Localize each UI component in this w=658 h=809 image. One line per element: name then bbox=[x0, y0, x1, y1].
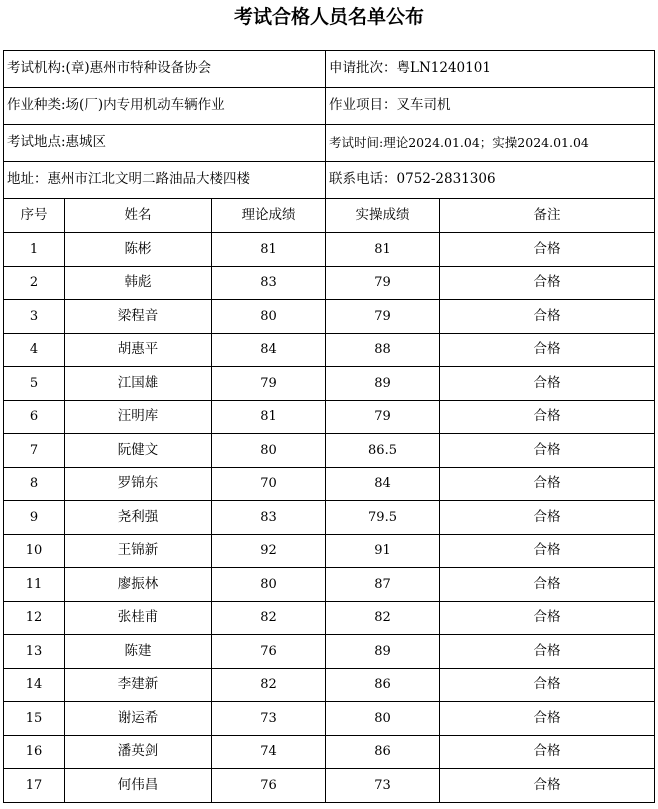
theory-score: 80 bbox=[212, 568, 326, 602]
table-row bbox=[4, 367, 655, 401]
theory-score: 92 bbox=[212, 534, 326, 568]
theory-score: 80 bbox=[212, 434, 326, 468]
row-number: 11 bbox=[4, 568, 65, 602]
row-number: 12 bbox=[4, 601, 65, 635]
table-header-row bbox=[4, 199, 655, 233]
remark: 合格 bbox=[440, 400, 655, 434]
application-batch: 申请批次：粤LN1240101 bbox=[326, 51, 655, 88]
practice-score: 89 bbox=[326, 635, 440, 669]
row-number: 2 bbox=[4, 266, 65, 300]
candidate-name: 阮健文 bbox=[65, 434, 212, 468]
column-header-theory: 理论成绩 bbox=[212, 199, 326, 233]
remark: 合格 bbox=[440, 769, 655, 803]
column-header-remark: 备注 bbox=[440, 199, 655, 233]
practice-score: 79 bbox=[326, 300, 440, 334]
row-number: 7 bbox=[4, 434, 65, 468]
theory-score: 81 bbox=[212, 233, 326, 267]
row-number: 15 bbox=[4, 702, 65, 736]
table-row bbox=[4, 534, 655, 568]
row-number: 6 bbox=[4, 400, 65, 434]
info-row bbox=[4, 88, 655, 125]
remark: 合格 bbox=[440, 635, 655, 669]
info-row bbox=[4, 125, 655, 162]
theory-score: 70 bbox=[212, 467, 326, 501]
candidate-name: 李建新 bbox=[65, 668, 212, 702]
table-row bbox=[4, 333, 655, 367]
table-row bbox=[4, 568, 655, 602]
table-row bbox=[4, 501, 655, 535]
theory-score: 74 bbox=[212, 735, 326, 769]
candidate-name: 潘英剑 bbox=[65, 735, 212, 769]
candidate-name: 韩彪 bbox=[65, 266, 212, 300]
row-number: 14 bbox=[4, 668, 65, 702]
candidate-name: 尧利强 bbox=[65, 501, 212, 535]
practice-score: 88 bbox=[326, 333, 440, 367]
table-row bbox=[4, 233, 655, 267]
table-row bbox=[4, 702, 655, 736]
remark: 合格 bbox=[440, 333, 655, 367]
practice-score: 81 bbox=[326, 233, 440, 267]
candidate-name: 江国雄 bbox=[65, 367, 212, 401]
practice-score: 87 bbox=[326, 568, 440, 602]
practice-score: 89 bbox=[326, 367, 440, 401]
remark: 合格 bbox=[440, 467, 655, 501]
practice-score: 79.5 bbox=[326, 501, 440, 535]
practice-score: 79 bbox=[326, 400, 440, 434]
row-number: 9 bbox=[4, 501, 65, 535]
remark: 合格 bbox=[440, 300, 655, 334]
practice-score: 91 bbox=[326, 534, 440, 568]
info-row bbox=[4, 51, 655, 88]
column-header-practice: 实操成绩 bbox=[326, 199, 440, 233]
contact-phone: 联系电话：0752-2831306 bbox=[326, 162, 655, 199]
candidate-name: 罗锦东 bbox=[65, 467, 212, 501]
row-number: 16 bbox=[4, 735, 65, 769]
remark: 合格 bbox=[440, 367, 655, 401]
table-row bbox=[4, 635, 655, 669]
candidate-name: 汪明库 bbox=[65, 400, 212, 434]
practice-score: 79 bbox=[326, 266, 440, 300]
candidate-name: 梁程音 bbox=[65, 300, 212, 334]
table-row bbox=[4, 434, 655, 468]
candidate-name: 廖振林 bbox=[65, 568, 212, 602]
row-number: 4 bbox=[4, 333, 65, 367]
theory-score: 76 bbox=[212, 769, 326, 803]
remark: 合格 bbox=[440, 735, 655, 769]
table-row bbox=[4, 601, 655, 635]
document-title: 考试合格人员名单公布 bbox=[233, 6, 424, 28]
theory-score: 83 bbox=[212, 501, 326, 535]
candidate-name: 陈建 bbox=[65, 635, 212, 669]
candidate-name: 陈彬 bbox=[65, 233, 212, 267]
row-number: 17 bbox=[4, 769, 65, 803]
practice-score: 73 bbox=[326, 769, 440, 803]
table-row bbox=[4, 266, 655, 300]
table-row bbox=[4, 467, 655, 501]
candidate-name: 张桂甫 bbox=[65, 601, 212, 635]
remark: 合格 bbox=[440, 266, 655, 300]
remark: 合格 bbox=[440, 601, 655, 635]
job-type: 作业种类:场(厂)内专用机动车辆作业 bbox=[4, 88, 326, 125]
exam-time: 考试时间:理论2024.01.04；实操2024.01.04 bbox=[326, 125, 655, 162]
practice-score: 80 bbox=[326, 702, 440, 736]
table-row bbox=[4, 668, 655, 702]
theory-score: 83 bbox=[212, 266, 326, 300]
table-row bbox=[4, 400, 655, 434]
practice-score: 86 bbox=[326, 668, 440, 702]
row-number: 5 bbox=[4, 367, 65, 401]
remark: 合格 bbox=[440, 434, 655, 468]
practice-score: 84 bbox=[326, 467, 440, 501]
remark: 合格 bbox=[440, 501, 655, 535]
theory-score: 76 bbox=[212, 635, 326, 669]
column-header-no: 序号 bbox=[4, 199, 65, 233]
remark: 合格 bbox=[440, 568, 655, 602]
candidate-table bbox=[3, 50, 655, 803]
remark: 合格 bbox=[440, 668, 655, 702]
table-row bbox=[4, 300, 655, 334]
candidate-name: 胡惠平 bbox=[65, 333, 212, 367]
candidate-name: 谢运希 bbox=[65, 702, 212, 736]
remark: 合格 bbox=[440, 702, 655, 736]
theory-score: 80 bbox=[212, 300, 326, 334]
info-row bbox=[4, 162, 655, 199]
table-row bbox=[4, 769, 655, 803]
exam-location: 考试地点:惠城区 bbox=[4, 125, 326, 162]
row-number: 10 bbox=[4, 534, 65, 568]
theory-score: 82 bbox=[212, 668, 326, 702]
remark: 合格 bbox=[440, 233, 655, 267]
theory-score: 81 bbox=[212, 400, 326, 434]
address: 地址：惠州市江北文明二路油品大楼四楼 bbox=[4, 162, 326, 199]
row-number: 3 bbox=[4, 300, 65, 334]
practice-score: 82 bbox=[326, 601, 440, 635]
candidate-name: 何伟昌 bbox=[65, 769, 212, 803]
job-item: 作业项目：叉车司机 bbox=[326, 88, 655, 125]
theory-score: 82 bbox=[212, 601, 326, 635]
practice-score: 86.5 bbox=[326, 434, 440, 468]
exam-org: 考试机构:(章)惠州市特种设备协会 bbox=[4, 51, 326, 88]
row-number: 13 bbox=[4, 635, 65, 669]
row-number: 8 bbox=[4, 467, 65, 501]
column-header-name: 姓名 bbox=[65, 199, 212, 233]
row-number: 1 bbox=[4, 233, 65, 267]
table-row bbox=[4, 735, 655, 769]
practice-score: 86 bbox=[326, 735, 440, 769]
candidate-name: 王锦新 bbox=[65, 534, 212, 568]
theory-score: 73 bbox=[212, 702, 326, 736]
remark: 合格 bbox=[440, 534, 655, 568]
theory-score: 84 bbox=[212, 333, 326, 367]
theory-score: 79 bbox=[212, 367, 326, 401]
